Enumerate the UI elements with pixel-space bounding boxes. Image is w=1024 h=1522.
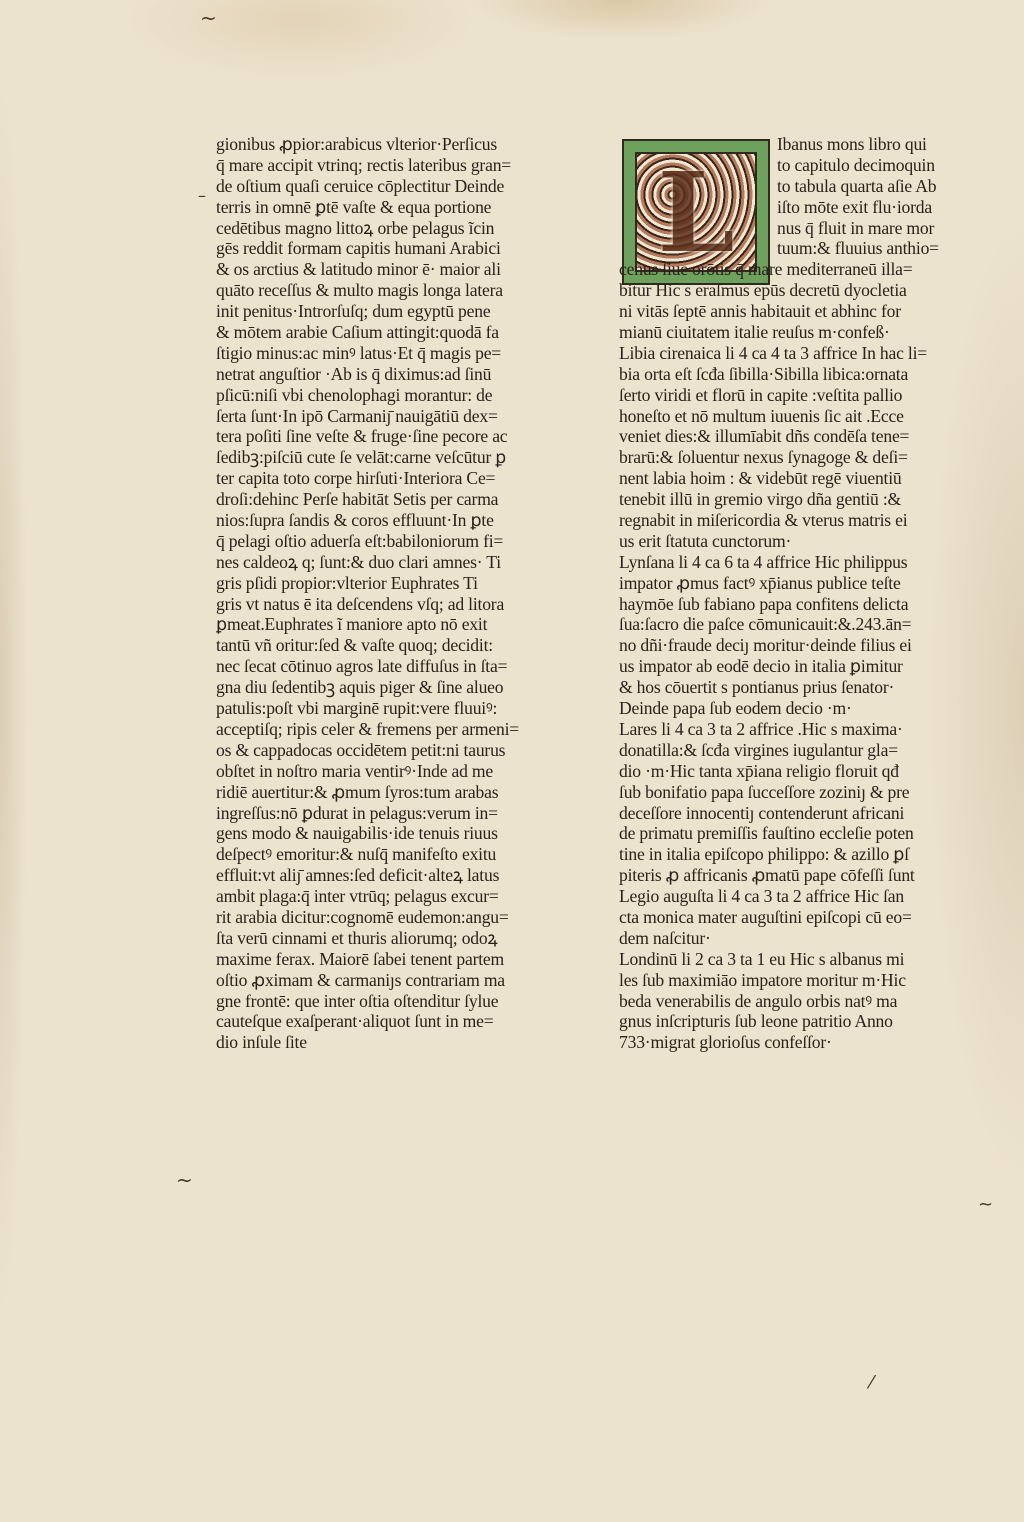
text-line: to tabula quarta aſie Ab [777, 175, 937, 196]
margin-stroke-mark: ~ [978, 1194, 994, 1215]
text-line: gne frontē: que inter oſtia oſtenditur ſylue [216, 990, 499, 1011]
text-line: gens modo & nauigabilis·ide tenuis riuus [216, 823, 498, 844]
text-line: ſtigio minus:ac minꝰ latus·Et q̄ magis pe= [216, 342, 502, 363]
text-line: ſua:ſacro die paſce cōmunicauit:&.243.ān= [619, 614, 912, 635]
text-line: regnabit in miſericordia & vterus matris ei [619, 510, 908, 531]
left-text-column [216, 134, 566, 1053]
text-line: bitur Hic s eraſmus epūs decretū dyocletia [619, 280, 907, 301]
text-line: acceptiſq; ripis celer & fremens per armeni= [216, 718, 520, 739]
text-line: netrat anguſtior ·Ab is q̄ diximus:ad ſinū [216, 363, 492, 384]
margin-dash-mark: – [198, 186, 206, 205]
text-line: iſto mōte exit flu·iorda [777, 196, 932, 217]
text-line: no dñi·fraude deciȷ moritur·deinde filius ei [619, 635, 912, 656]
text-line: ſub bonifatio papa ſucceſſore zoziniȷ & pre [619, 781, 910, 802]
text-line: piteris ꝓ affricanis ꝓmatū pape cōfeſſi ſunt [619, 865, 915, 886]
text-line: ter capita toto corpe hirſuti·Interiora Ce= [216, 468, 496, 489]
text-line: tuum:& fluuius anthio= [777, 238, 939, 259]
text-line: cauteſque exaſperant·aliquot ſunt in me= [216, 1011, 494, 1032]
text-line: & os arctius & latitudo minor ē· maior ali [216, 259, 501, 280]
text-line: droſi:dehinc Perſe habitāt Setis per carma [216, 489, 499, 510]
margin-squiggle-mark: ~ [176, 1168, 193, 1192]
text-line: les ſub maximiāo impatore moritur m·Hic [619, 969, 906, 990]
text-line: dem naſcitur· [619, 927, 711, 948]
text-line: nent labia hoim : & videbūt regē viuentiū [619, 468, 902, 489]
text-line: gris pſidi propior:vlterior Euphrates Ti [216, 572, 478, 593]
text-line: tine in italia epiſcopo philippo: & azillo ꝑſ [619, 844, 909, 865]
text-line: effluit:vt aliȷ̄ amnes:ſed deficit·alteꝝ latus [216, 865, 500, 886]
text-line: & hos cōuertit s pontianus prius ſenator· [619, 677, 895, 698]
text-line: tantū vñ oritur:ſed & vaſte quoq; decidit: [216, 635, 493, 656]
text-line: cedētibus magno littoꝝ orbe pelagus ĩcin [216, 217, 495, 238]
text-line: init penitus·Introrſuſq; dum egyptū pene [216, 301, 491, 322]
text-line: tera poſiti ſine veſte & fruge·ſine pecore ac [216, 426, 508, 447]
text-line: q̄ pelagi oſtio aduerſa eſt:babiloniorum fi= [216, 530, 504, 551]
text-line: patulis:poſt vbi marginē rupit:vere fluuiꝰ: [216, 698, 498, 719]
text-line: q̄ mare accipit vtrinq; rectis lateribus gran= [216, 154, 512, 175]
text-line: donatilla:& ſcđa virgines iugulantur gla= [619, 739, 898, 760]
text-line: us erit ſtatuta cunctorum· [619, 530, 792, 551]
text-line: ſedibꝫ:piſciū cute ſe velāt:carne veſcūtur ꝑ [216, 447, 506, 468]
text-line: de primatu premiſſis fauſtino eccleſie poten [619, 823, 914, 844]
text-line: tenebit illū in gremio virgo dña gentiū :& [619, 489, 902, 510]
text-line: ſta verū cinnami et thuris aliorumq; odoꝝ [216, 927, 498, 948]
text-line: quāto receſſus & multo magis longa latera [216, 280, 503, 301]
ink-blot-mark: ~ [200, 6, 217, 30]
right-text-column [619, 134, 974, 1053]
text-line: ridiē auertitur:& ꝓmum ſyros:tum arabas [216, 781, 499, 802]
text-line: gionibus ꝓpior:arabicus vlterior·Perſicus [216, 134, 497, 154]
text-line: Lares li 4 ca 3 ta 2 affrice .Hic s maxima· [619, 718, 903, 739]
text-line: ſerto viridi et florū in capite :veſtita pallio [619, 384, 903, 405]
text-line: bia orta eſt ſcđa ſibilla·Sibilla libica:ornata [619, 363, 909, 384]
text-line: gris vt natus ē ita deſcendens vſq; ad litora [216, 593, 505, 614]
text-line: nios:ſupra ſandis & coros effluunt·In ꝑte [216, 510, 494, 531]
text-line: maxime ferax. Maiorē ſabei tenent partem [216, 948, 505, 969]
text-line: nes caldeoꝝ q; ſunt:& duo clari amnes· Ti [216, 551, 501, 572]
text-line: ſerta ſunt·In ipō Carmaniȷ̄ nauigātiū dex= [216, 405, 498, 426]
text-line: Ibanus mons libro qui [777, 134, 927, 154]
text-line: de oſtium quaſi ceruice cōplectitur Deinde [216, 175, 505, 196]
text-line: haymōe ſub fabiano papa confitens delicta [619, 593, 909, 614]
text-line: ambit plaga:q̄ inter vtrūq; pelagus excur= [216, 886, 499, 907]
text-line: ꝑmeat.Euphrates ĩ maniore apto nō exit [216, 614, 488, 635]
text-line: brarū:& ſoluentur nexus ſynagoge & deſi= [619, 447, 908, 468]
text-line: dio inſule ſite [216, 1032, 307, 1053]
text-line: gēs reddit formam capitis humani Arabici [216, 238, 501, 259]
text-line: mianū ciuitatem italie reuſus m·confeß· [619, 322, 890, 343]
text-line: rit arabia dicitur:cognomē eudemon:angu= [216, 906, 509, 927]
text-line: & mōtem arabie Caſium attingit:quodā fa [216, 322, 499, 343]
text-line: Deinde papa ſub eodem decio ·m· [619, 698, 852, 719]
text-line: veniet dies:& illumīabit dñs condēſa tene= [619, 426, 910, 447]
paper-blemish-mark: ⁄ [870, 1372, 874, 1393]
text-line: nus q̄ fluit in mare mor [777, 217, 935, 238]
text-line: deſpectꝰ emoritur:& nuſq̄ manifeſto exitu [216, 844, 497, 865]
text-line: terris in omnē ꝑtē vaſte & equa portione [216, 196, 492, 217]
text-line: pſicū:niſi vbi chenolophagi morantur: de [216, 384, 493, 405]
text-line: Londinū li 2 ca 3 ta 1 eu Hic s albanus mi [619, 948, 905, 969]
initial-glyph: L [657, 147, 735, 277]
text-line: gna diu ſedentibꝫ aquis piger & ſine alueo [216, 677, 504, 698]
text-line: os & cappadocas occidētem petit:ni taurus [216, 739, 506, 760]
text-line: ni vitās ſeptē annis habitauit et abhinc for [619, 301, 901, 322]
text-line: oſtio ꝓximam & carmaniȷs contrariam ma [216, 969, 505, 990]
text-line: nec ſecat cōtinuo agros late diffuſus in ſta= [216, 656, 508, 677]
text-line: deceſſore innocentiȷ contenderunt africani [619, 802, 905, 823]
text-line: Legio auguſta li 4 ca 3 ta 2 affrice Hic ſan [619, 886, 904, 907]
text-line: obſtet in noſtro maria ventirꝰ·Inde ad me [216, 760, 493, 781]
text-line: Lynſana li 4 ca 6 ta 4 affrice Hic philippus [619, 551, 908, 572]
text-line: ingreſſus:nō ꝑdurat in pelagus:verum in= [216, 802, 498, 823]
text-line: honeſto et nō multum iuuenis ſic ait .Ecce [619, 405, 904, 426]
text-line: gnus inſcripturis ſub leone patritio Anno [619, 1011, 893, 1032]
text-line: dio ·m·Hic tanta xp̄iana religio floruit qđ [619, 760, 899, 781]
text-line: us impator ab eodē decio in italia ꝑimitur [619, 656, 903, 677]
text-line: cta monica mater auguſtini epiſcopi cū eo= [619, 906, 912, 927]
text-line: cenus ſiue orōtis q̄ mare mediterraneū illa= [619, 259, 913, 280]
text-line: 733·migrat glorioſus confeſſor· [619, 1032, 832, 1053]
text-line: beda venerabilis de angulo orbis natꝰ ma [619, 990, 898, 1011]
text-line: to capitulo decimoquin [777, 154, 935, 175]
text-line: Libia cirenaica li 4 ca 4 ta 3 affrice In hac li= [619, 342, 928, 363]
text-line: impator ꝓmus factꝰ xp̄ianus publice teſte [619, 572, 901, 593]
